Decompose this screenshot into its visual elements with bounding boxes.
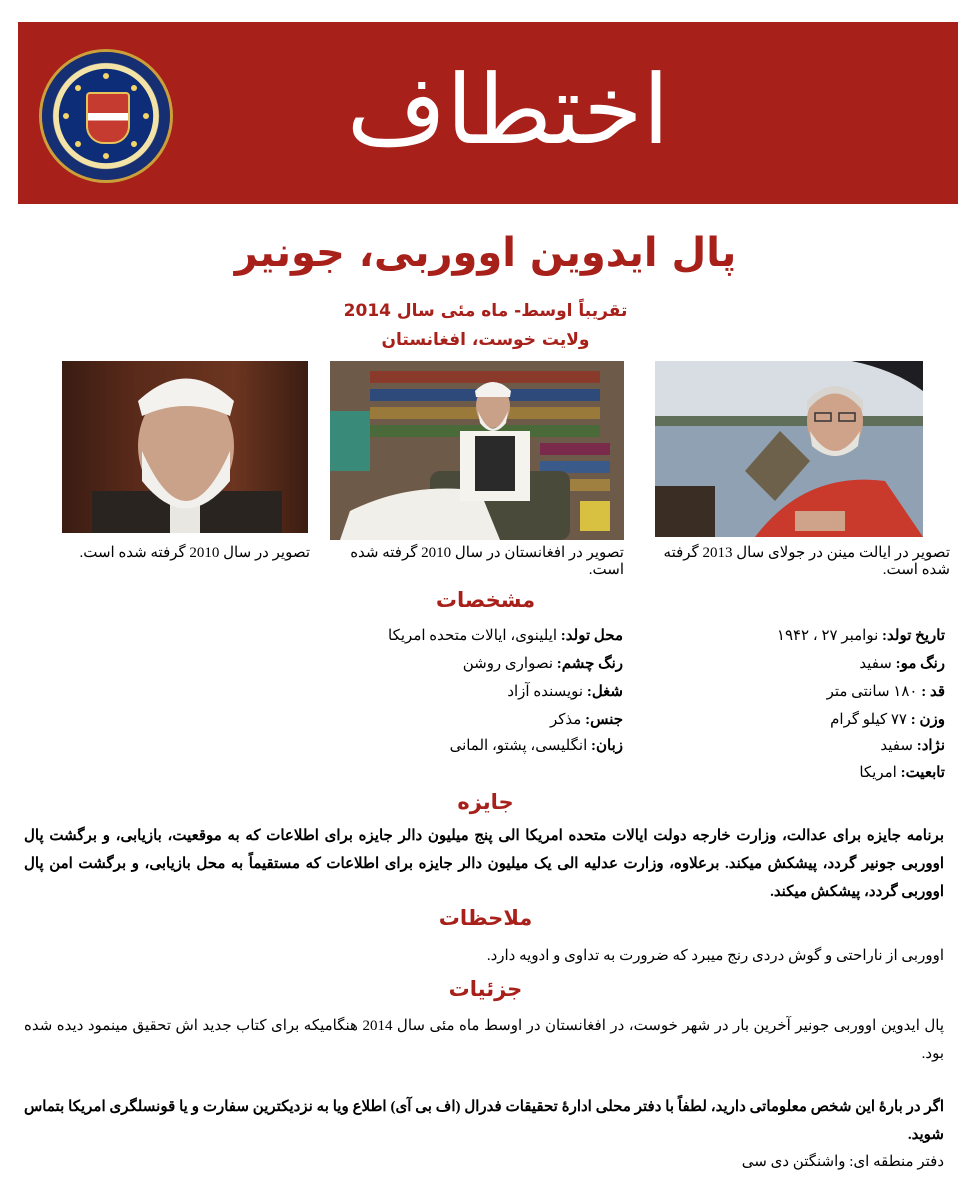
date-line: تقریباً اوسط- ماه مئی سال 2014: [343, 301, 628, 321]
attr-value: مذکر: [550, 712, 586, 728]
attr-value: امریکا: [859, 765, 901, 781]
attr-label: وزن :: [910, 712, 945, 728]
attr-label: رنگ مو:: [895, 656, 945, 672]
attr-value: سفید: [859, 656, 896, 672]
photo-caption-3: تصویر در ایالت مینن در جولای سال 2013 گرفته شده است.: [663, 545, 950, 578]
attr-label: شغل:: [586, 684, 623, 700]
attr-label: رنگ چشم:: [556, 656, 623, 672]
remarks-text: اووربی از ناراحتی و گوش دردی رنج میبرد که ضرورت به تداوی و ادویه دارد.: [486, 948, 944, 964]
contact-text: اگر در بارهٔ این شخص معلوماتی دارید، لطفاً با دفتر محلی ادارهٔ تحقیقات فدرال (اف بی آی) اطلاع ویا به نزدیکترین سفارت و یا قونسلگری امریکا بتماس شوید.: [24, 1099, 944, 1143]
attr-languages: [450, 736, 623, 755]
attr-sex: [550, 710, 623, 729]
attr-occupation: [507, 682, 623, 701]
attr-label: نژاد:: [916, 738, 945, 754]
banner-title: اختطاف: [346, 54, 670, 166]
photo-maine-2013: [655, 361, 923, 537]
location-line: ولایت خوست، افغانستان: [381, 330, 590, 350]
attr-value: ۱۸۰ سانتی متر: [826, 684, 922, 700]
remarks-heading: ملاحظات: [438, 906, 533, 930]
field-office: دفتر منطقه ای: واشنگتن دی سی: [741, 1154, 944, 1170]
title-banner: [18, 22, 958, 204]
attr-value: نصواری روشن: [462, 656, 557, 672]
seal-shield: [86, 92, 130, 144]
attr-hair: [859, 654, 945, 673]
bookstore-illustration: [330, 361, 624, 540]
attr-value: نویسنده آزاد: [507, 684, 587, 700]
attr-weight: [830, 710, 945, 729]
fbi-seal-icon: [42, 52, 170, 180]
details-heading: جزئیات: [448, 977, 523, 1001]
details-text: پال ایدوین اووربی جونیر آخرین بار در شهر خوست، در افغانستان در اوسط ماه مئی سال 2014 هنگامیکه برای کتاب جدید اش تحقیق مینمود دیده شده بود.: [24, 1018, 944, 1062]
attr-value: ایلینوی، ایالات متحده امریکا: [388, 628, 561, 644]
photo-caption-2: تصویر در افغانستان در سال 2010 گرفته شده است.: [350, 545, 624, 578]
subject-name: پال ایدوین اووربی، جونیر: [234, 230, 737, 276]
attr-height: [827, 682, 945, 701]
attr-label: جنس:: [585, 712, 623, 728]
attr-label: محل تولد:: [560, 628, 623, 644]
attr-birthplace: [388, 626, 623, 645]
attr-value: انگلیسی، پشتو، المانی: [449, 738, 591, 754]
reward-heading: جایزه: [457, 790, 514, 814]
attr-label: قد :: [921, 684, 945, 700]
lake-illustration: [655, 361, 923, 537]
attr-label: تاریخ تولد:: [882, 628, 945, 644]
attr-value: نوامبر ۲۷ ، ۱۹۴۲: [776, 628, 883, 644]
photo-portrait-2010: [62, 361, 308, 533]
photo-afghanistan-2010: [330, 361, 624, 540]
attr-label: زبان:: [591, 738, 623, 754]
photo-caption-1: تصویر در سال 2010 گرفته شده است.: [79, 545, 310, 561]
attr-label: تابعیت:: [900, 765, 945, 781]
attr-eyes: [463, 654, 623, 673]
description-heading: مشخصات: [435, 588, 536, 612]
attr-race: [880, 736, 945, 755]
attr-nationality: [859, 763, 945, 782]
reward-text: برنامه جایزه برای عدالت، وزارت خارجه دولت ایالات متحده امریکا الی پنج میلیون دالر جایزه برای اطلاعات که به موقعیت، بازیابی، و برگشت پال اووربی جونیر گردد، پیشکش میکند. برعلاوه، وزارت عدلیه الی یک میلیون دالر جایزه برای اطلاعات که مستقیماً به محل بازیابی، و برگشت امن پال اووربی گردد، پیشکش میکند.: [24, 828, 944, 900]
attr-value: ۷۷ کیلو گرام: [830, 712, 911, 728]
attr-dob: [777, 626, 945, 645]
portrait-illustration: [62, 361, 308, 533]
attr-value: سفید: [880, 738, 917, 754]
